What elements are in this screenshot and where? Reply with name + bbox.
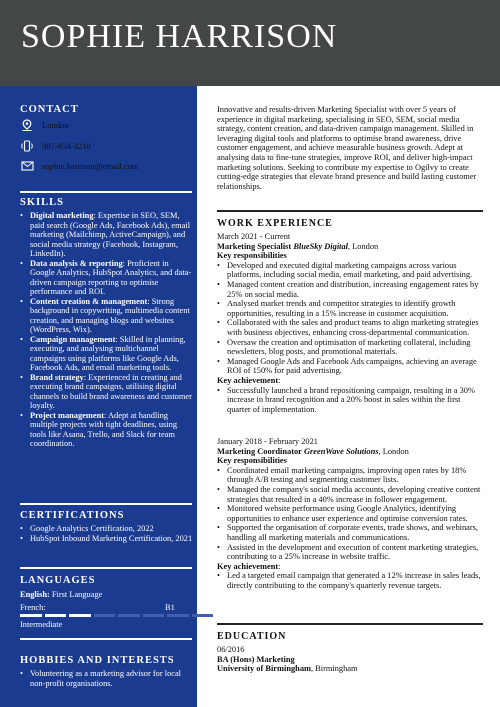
languages-title: LANGUAGES [20,575,96,586]
list-item: • Coordinated email marketing campaigns, improving open rates by 18% through A/B testing and segmenting customer lists. [217,466,483,485]
list-item: • Successfully launched a brand repositioning campaign, resulting in a 30% increase in brand recognition and a 20% boost in sales within the first quarter of implementation. [217,386,483,415]
level-segment [167,614,189,617]
contact-email [20,159,139,173]
email-icon [20,159,34,173]
responsibilities-list [217,261,483,376]
education-degree: BA (Hons) Marketing [217,654,295,664]
list-item: • Volunteering as a marketing advisor for local non-profit organisations. [20,669,194,688]
skills-title: SKILLS [20,197,64,208]
divider [20,191,192,193]
language-english: English: First Language [20,590,103,599]
level-segment [69,614,91,617]
list-item: • Led a targeted email campaign that generated a 12% increase in sales leads, directly contributing to the company's quarterly revenue targets. [217,571,483,590]
contact-phone [20,139,91,153]
divider [217,623,483,625]
skills-list [20,211,194,449]
level-segment [45,614,67,617]
location-text: London [42,120,69,130]
hobbies-list [20,669,194,688]
responsibilities-list [217,466,483,562]
achievements-list [217,571,483,590]
job-dates: March 2021 - Current [217,232,291,241]
contact-title: CONTACT [20,104,79,115]
language-french-desc: Intermediate [20,620,63,629]
level-segment [143,614,165,617]
education-school: University of Birmingham, Birmingham [217,664,358,674]
responsibilities-label: Key responsibilities [217,251,287,261]
level-segment [192,614,214,617]
list-item: • Developed and executed digital marketing campaigns across various platforms, including social media, email marketing, and paid advertising. [217,261,483,280]
level-segment [20,614,42,617]
list-item: • Digital marketing: Expertise in SEO, SEM, paid search (Google Ads, Facebook Ads), email marketing (Mailchimp, ActiveCampaign), and social media strategy (Facebook, Instagram, LinkedIn). [20,211,194,259]
divider [20,503,192,505]
job-2 [217,437,483,591]
list-item: • Managed the company's social media accounts, developing creative content strategies that resulted in a 40% increase in follower engagement. [217,485,483,504]
summary-text: Innovative and results-driven Marketing Specialist with over 5 years of experience in digital marketing, specialising in SEO, SEM, social media strategy, content creation, and data-driven campaign management. Skilled in leveraging digital tools and platforms to optimise brand awareness, drive customer engagement, and achieve measurable business growth. Adept at analysing data to fine-tune strategies, improve ROI, and deliver high-impact marketing solutions. Seeking to contribute my expertise to Ogilvy to create cutting-edge strategies that elevate brand presence and build lasting customer relationships. [217,105,477,191]
job-1 [217,232,483,414]
list-item: • Oversaw the creation and optimisation of marketing collateral, including newsletters, blog posts, and promotional materials. [217,338,483,357]
candidate-name: SOPHIE HARRISON [21,18,338,55]
job-heading: Marketing Specialist BlueSky Digital, London [217,241,379,251]
divider [20,567,192,569]
certifications-list [20,524,194,543]
level-segment [94,614,116,617]
list-item: • Supported the organisation of corporate events, trade shows, and webinars, handling all marketing materials and communications. [217,523,483,542]
location-pin-icon [20,118,34,132]
education-entry [217,645,483,674]
divider [20,638,192,640]
job-dates: January 2018 - February 2021 [217,437,318,446]
education-title: EDUCATION [217,631,287,642]
list-item: • Google Analytics Certification, 2022 [20,524,194,534]
list-item: • Project management: Adept at handling multiple projects with tight deadlines, using tools like Asana, Trello, and Slack for team coordination. [20,411,194,449]
list-item: • Analysed market trends and competitor strategies to identify growth opportunities, resulting in a 15% increase in customer acquisition. [217,299,483,318]
achievements-list [217,386,483,415]
phone-icon [20,139,34,153]
experience-title: WORK EXPERIENCE [217,218,333,229]
contact-location [20,118,69,132]
certifications-title: CERTIFICATIONS [20,510,125,521]
list-item: • Campaign management: Skilled in planning, executing, and analysing multichannel campaigns using platforms like Google Ads, Facebook Ads, and email marketing tools. [20,335,194,373]
list-item: • Assisted in the development and execution of content marketing strategies, contributing to a 25% increase in website traffic. [217,543,483,562]
list-item: • Monitored website performance using Google Analytics, identifying opportunities to enhance user experience and optimise conversion rates. [217,504,483,523]
divider [217,210,483,212]
level-segment [118,614,140,617]
list-item: • Collaborated with the sales and product teams to align marketing strategies with business objectives, enhancing cross-departmental communication. [217,318,483,337]
job-heading: Marketing Coordinator GreenWave Solutions, London [217,446,409,456]
list-item: • Brand strategy: Experienced in creating and executing brand campaigns, utilising digital channels to build brand awareness and customer loyalty. [20,373,194,411]
responsibilities-label: Key responsibilities [217,456,287,466]
email-text[interactable]: sophie.harrison@email.com [42,161,139,171]
achievement-label: Key achievement: [217,375,281,385]
list-item: • Data analysis & reporting: Proficient in Google Analytics, HubSpot Analytics, and data-driven campaign reporting to optimise performance and ROI. [20,259,194,297]
list-item: • Managed Google Ads and Facebook Ads campaigns, achieving an average ROI of 150% for paid advertising. [217,357,483,376]
hobbies-title: HOBBIES AND INTERESTS [20,655,175,666]
language-level-bar [20,614,213,617]
phone-text[interactable]: 987-654-3210 [42,141,91,151]
language-french-label: French: [20,603,46,612]
list-item: • Content creation & management: Strong background in copywriting, multimedia content creation, and managing blogs and websites (WordPress, Wix). [20,297,194,335]
header-banner [0,0,500,86]
education-date: 06/2016 [217,645,245,654]
language-french-level: B1 [165,603,175,612]
list-item: • HubSpot Inbound Marketing Certification, 2021 [20,534,194,544]
list-item: • Managed content creation and distribution, increasing engagement rates by 25% on social media. [217,280,483,299]
achievement-label: Key achievement: [217,561,281,571]
